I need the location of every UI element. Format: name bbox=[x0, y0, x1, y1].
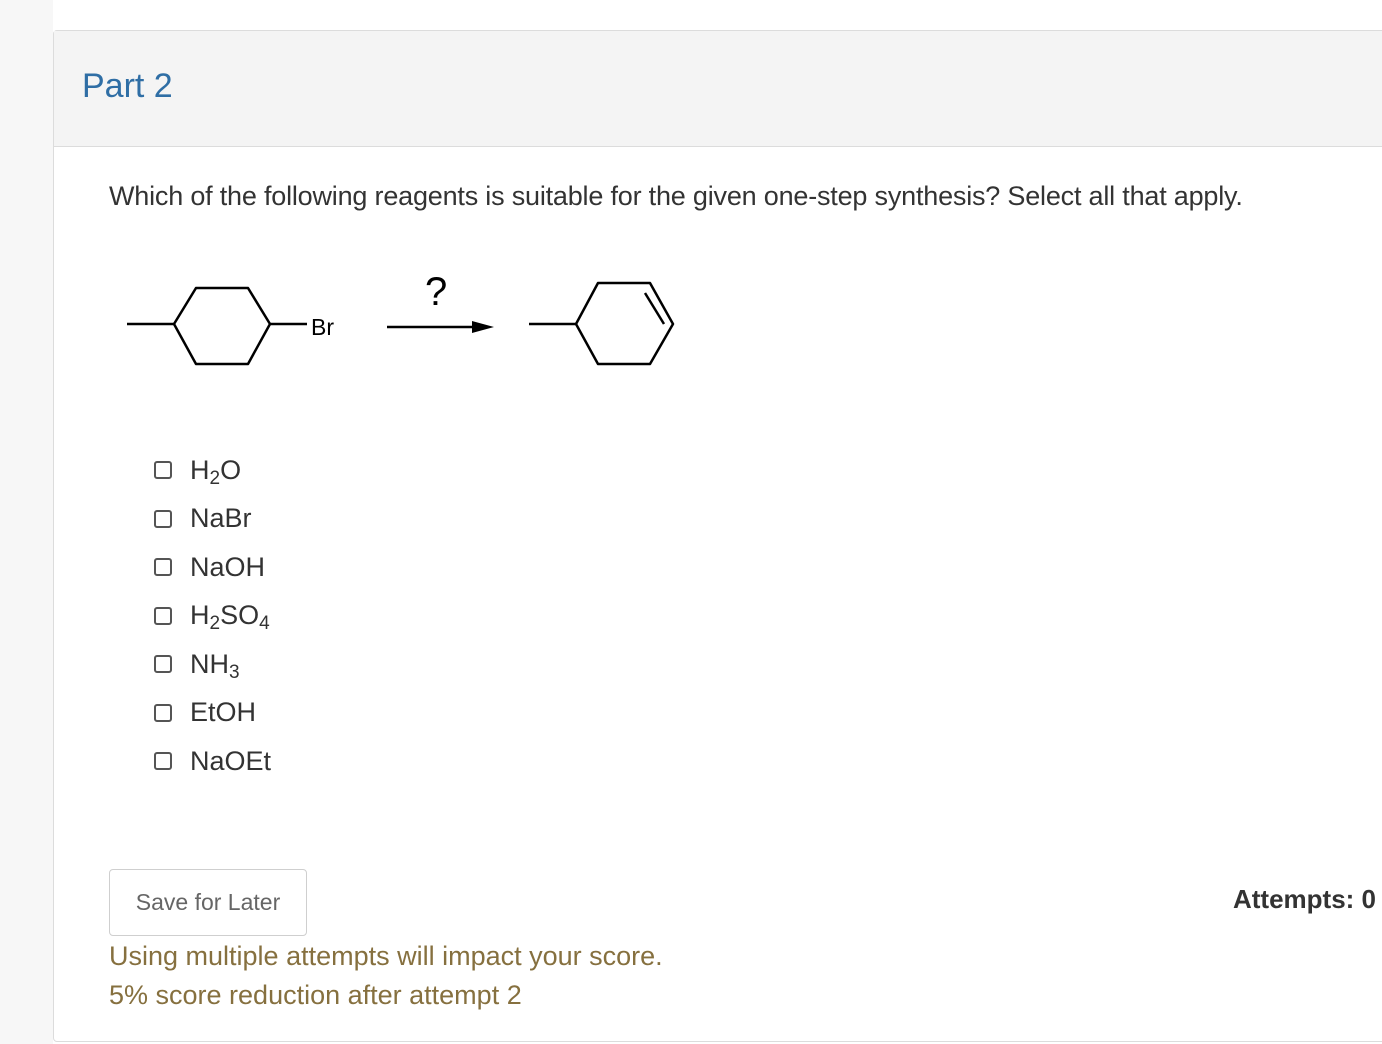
reactant-structure bbox=[127, 288, 307, 364]
formula-text: NaOEt bbox=[190, 745, 272, 776]
checkbox-h2o[interactable] bbox=[154, 461, 172, 479]
checkbox-naoh[interactable] bbox=[154, 558, 172, 576]
option-h2so4[interactable] bbox=[154, 592, 271, 641]
checkbox-nabr[interactable] bbox=[154, 510, 172, 528]
subscript: 3 bbox=[229, 661, 240, 683]
attempts-warning: Using multiple attempts will impact your score. bbox=[109, 941, 663, 971]
formula-text: EtOH bbox=[190, 697, 257, 728]
question-card bbox=[53, 30, 1382, 1042]
reaction-scheme bbox=[124, 231, 684, 381]
option-etoh[interactable] bbox=[154, 689, 271, 738]
option-naoh[interactable] bbox=[154, 543, 271, 592]
subscript: 2 bbox=[209, 467, 221, 489]
option-label-h2o bbox=[190, 454, 242, 489]
option-label-h2so4 bbox=[190, 600, 270, 635]
formula-text: O bbox=[220, 454, 242, 485]
option-label-etoh bbox=[190, 699, 256, 726]
option-h2o[interactable] bbox=[154, 446, 271, 495]
save-for-later-button[interactable]: Save for Later bbox=[109, 869, 307, 936]
checkbox-naoet[interactable] bbox=[154, 752, 172, 770]
checkbox-h2so4[interactable] bbox=[154, 607, 172, 625]
subscript: 4 bbox=[259, 613, 270, 635]
product-structure bbox=[529, 283, 673, 364]
card-header bbox=[54, 31, 1382, 147]
option-label-nabr bbox=[190, 505, 252, 532]
formula-text: NH bbox=[190, 648, 229, 679]
left-gutter bbox=[0, 0, 53, 1044]
part-title: Part 2 bbox=[82, 67, 173, 105]
checkbox-nh3[interactable] bbox=[154, 655, 172, 673]
reagent-options bbox=[154, 446, 271, 786]
reactant-substituent-label: Br bbox=[311, 314, 334, 340]
subscript: 2 bbox=[209, 613, 221, 635]
reaction-arrow bbox=[387, 321, 494, 333]
option-label-nh3 bbox=[190, 648, 240, 683]
attempts-counter: Attempts: 0 bbox=[1232, 884, 1376, 914]
option-nabr[interactable] bbox=[154, 495, 271, 544]
formula-text: H bbox=[190, 454, 210, 485]
option-naoet[interactable] bbox=[154, 737, 271, 786]
option-label-naoh bbox=[190, 551, 266, 582]
formula-text: SO bbox=[220, 600, 260, 631]
checkbox-etoh[interactable] bbox=[154, 704, 172, 722]
question-text: Which of the following reagents is suitable for the given one-step synthesis? Select all that apply. bbox=[109, 181, 1243, 211]
option-label-naoet bbox=[190, 745, 272, 776]
formula-text: NaBr bbox=[190, 503, 252, 534]
option-nh3[interactable] bbox=[154, 640, 271, 689]
formula-text: H bbox=[190, 600, 210, 631]
score-reduction-note: 5% score reduction after attempt 2 bbox=[109, 980, 522, 1010]
formula-text: NaOH bbox=[190, 551, 266, 582]
reagent-placeholder: ? bbox=[425, 270, 448, 314]
